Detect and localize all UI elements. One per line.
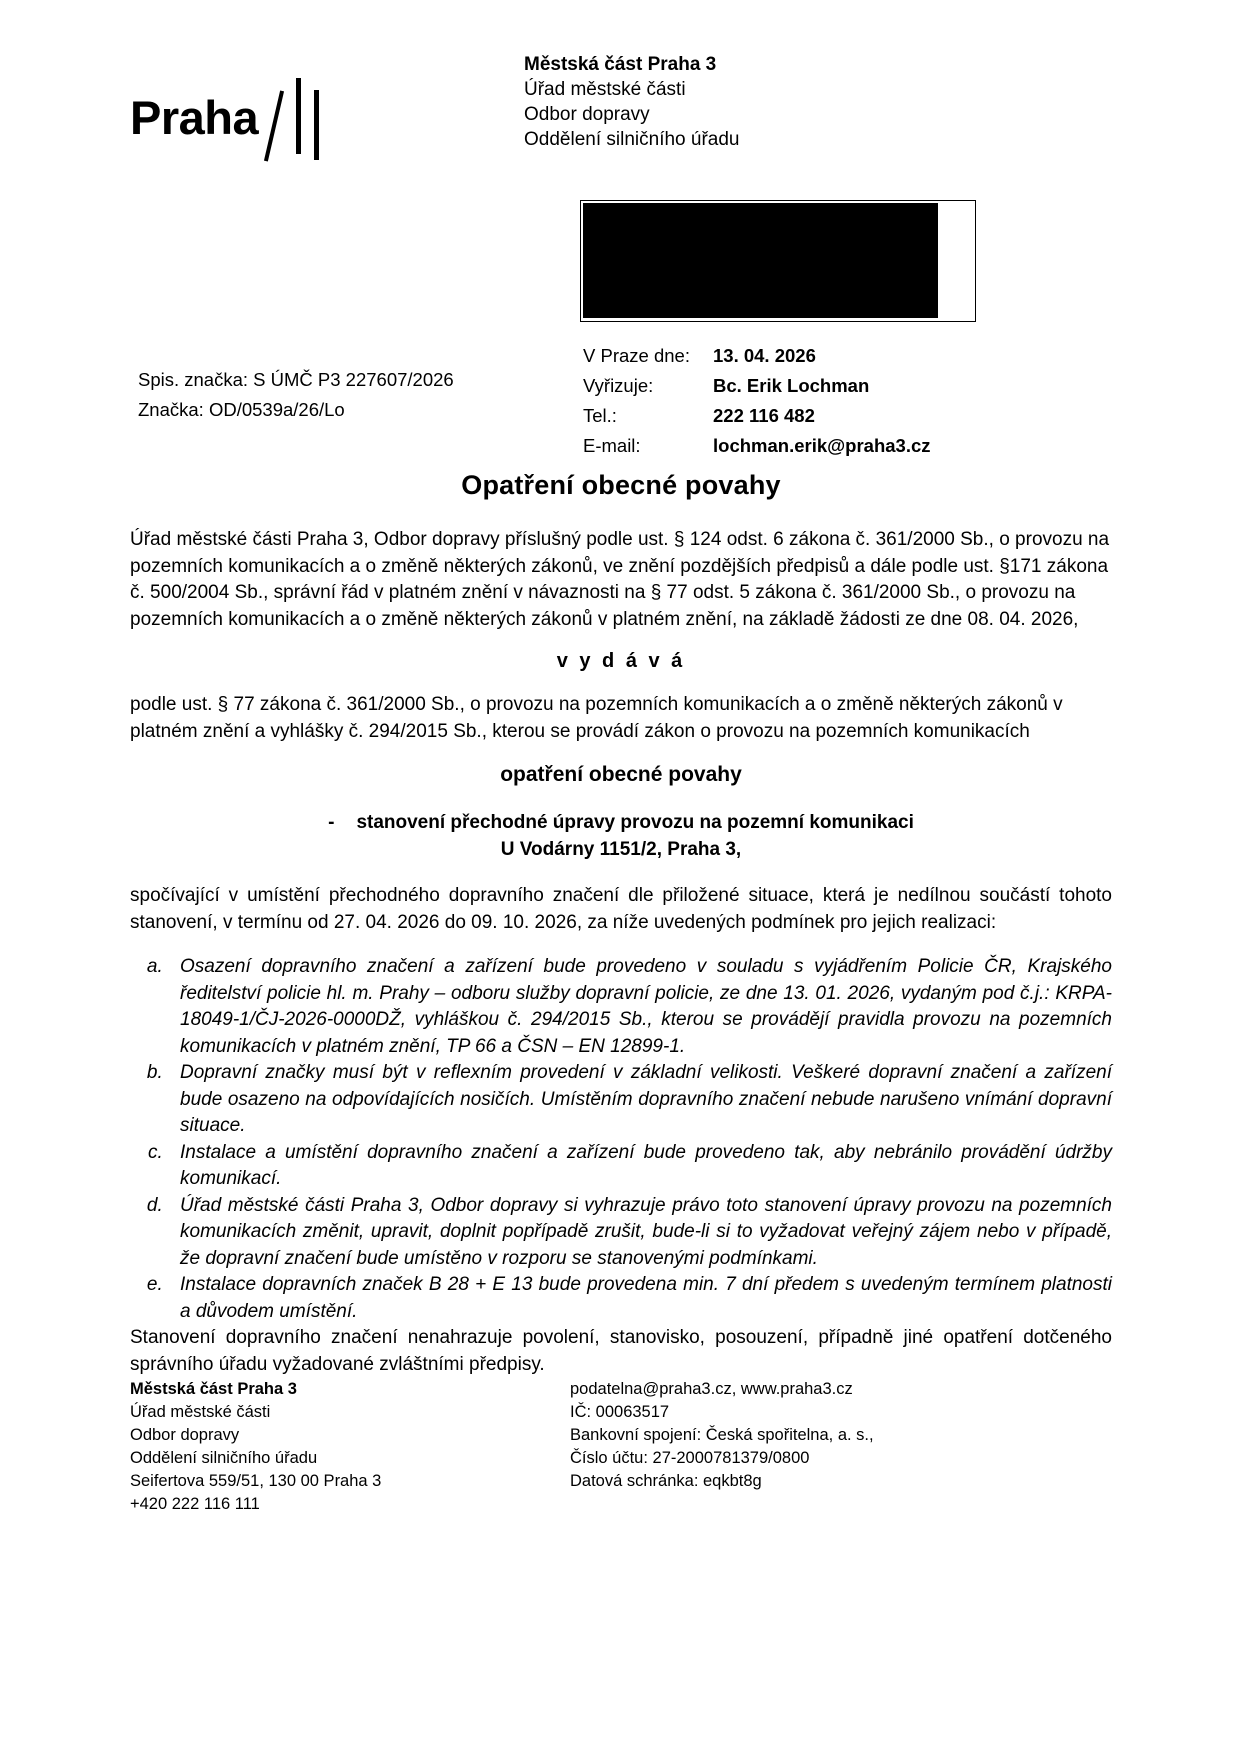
- date-label: V Praze dne:: [583, 345, 690, 366]
- email-label: E-mail:: [583, 435, 641, 456]
- contact-block: [583, 341, 931, 461]
- telephone-value: 222 116 482: [713, 405, 815, 426]
- officer-value: Bc. Erik Lochman: [713, 375, 870, 396]
- letterhead: [130, 48, 739, 156]
- logo-slash-bars-icon: [266, 78, 328, 156]
- footer-right-line-3: Bankovní spojení: Česká spořitelna, a. s.,: [570, 1426, 874, 1444]
- page-footer: [130, 1378, 1120, 1516]
- footer-left-line-1: Městská část Praha 3: [130, 1380, 297, 1398]
- closing-paragraph: Stanovení dopravního značení nenahrazuje povolení, stanovisko, posouzení, případně jiné opatření dotčeného správního úřadu vyžadované zvláštními předpisy.: [130, 1327, 1112, 1375]
- addressee-box: [580, 200, 976, 322]
- issues-heading: v y d á v á: [556, 650, 686, 672]
- subject-address: U Vodárny 1151/2, Praha 3,: [500, 839, 742, 860]
- officer-row: [583, 371, 931, 401]
- footer-right-line-5: Datová schránka: eqkbt8g: [570, 1472, 762, 1490]
- footer-left-line-2: Úřad městské části: [130, 1403, 271, 1421]
- email-value: lochman.erik@praha3.cz: [713, 435, 931, 456]
- measure-heading: opatření obecné povahy: [500, 763, 742, 786]
- officer-label: Vyřizuje:: [583, 375, 654, 396]
- footer-address-column: [130, 1378, 570, 1516]
- organisation-block: [524, 48, 739, 152]
- list-item: c. Instalace a umístění dopravního značení a zařízení bude provedeno tak, aby nebránilo provádění údržby komunikací.: [168, 1140, 1112, 1193]
- intro-paragraph: Úřad městské části Praha 3, Odbor dopravy příslušný podle ust. § 124 odst. 6 zákona č. 361/2000 Sb., o provozu na pozemních komunikacích a o změně některých zákonů, ve znění pozdějších předpisů a dále podle ust. §171 zákona č. 500/2004 Sb., správní řád v platném znění v návaznosti na § 77 odst. 5 zákona č. 361/2000 Sb., o provozu na pozemních komunikacích a o změně některých zákonů v platném znění, na základě žádosti ze dne 08. 04. 2026,: [130, 529, 1110, 630]
- page-title: Opatření obecné povahy: [461, 470, 781, 500]
- praha-logo: [130, 48, 400, 156]
- date-row: [583, 341, 931, 371]
- list-item: d. Úřad městské části Praha 3, Odbor dopravy si vyhrazuje právo toto stanovení úpravy provozu na pozemních komunikacích změnit, upravit, doplnit popřípadě zrušit, bude-li si to vyžadovat veřejný zájem nebo v případě, že dopravní značení bude umístěno v rozporu se stanovenými podmínkami.: [168, 1193, 1112, 1273]
- footer-left-line-4: Oddělení silničního úřadu: [130, 1449, 318, 1467]
- list-item: a. Osazení dopravního značení a zařízení bude provedeno v souladu s vyjádřením Policie ČR, Krajského ředitelství policie hl. m. Prahy – odboru služby dopravní policie, ze dne 13. 01. 2026, vydaným pod č.j.: KRPA-18049-1/ČJ-2026-0000DŽ, vyhláškou č. 294/2015 Sb., kterou se provádějí pravidla provozu na pozemních komunikacích v platném znění, TP 66 a ČSN – EN 12899-1.: [168, 954, 1112, 1060]
- conditions-list: [130, 954, 1112, 1325]
- redaction-bar: [583, 203, 938, 318]
- telephone-label: Tel.:: [583, 405, 617, 426]
- reference-block: [138, 365, 454, 425]
- legal-basis-paragraph: podle ust. § 77 zákona č. 361/2000 Sb., o provozu na pozemních komunikacích a o změně některých zákonů v platném znění a vyhlášky č. 294/2015 Sb., kterou se provádí zákon o provozu na pozemních komunikacích: [130, 694, 1063, 742]
- subject-dash: -: [328, 812, 335, 833]
- file-reference: Spis. značka: S ÚMČ P3 227607/2026: [138, 369, 454, 390]
- mark-reference: Značka: OD/0539a/26/Lo: [138, 399, 345, 420]
- scope-paragraph: spočívající v umístění přechodného dopravního značení dle přiložené situace, která je nedílnou součástí tohoto stanovení, v termínu od 27. 04. 2026 do 09. 10. 2026, za níže uvedených podmínek pro jejich realizaci:: [130, 885, 1112, 933]
- footer-left-line-5: Seifertova 559/51, 130 00 Praha 3: [130, 1472, 382, 1490]
- date-value: 13. 04. 2026: [713, 345, 816, 366]
- org-line-4: Oddělení silničního úřadu: [524, 129, 740, 150]
- list-item: e. Instalace dopravních značek B 28 + E 13 bude provedena min. 7 dní předem s uvedeným termínem platnosti a důvodem umístění.: [168, 1272, 1112, 1325]
- org-line-3: Odbor dopravy: [524, 104, 650, 125]
- subject-line-1: [130, 809, 1112, 836]
- footer-right-line-1: podatelna@praha3.cz, www.praha3.cz: [570, 1380, 853, 1398]
- subject-block: [130, 809, 1112, 863]
- list-item: b. Dopravní značky musí být v reflexním provedení v základní velikosti. Veškeré dopravní značení a zařízení bude osazeno na odpovídajících nosičích. Umístěním dopravního značení nebude narušeno vnímání dopravní situace.: [168, 1060, 1112, 1140]
- footer-left-line-6: +420 222 116 111: [130, 1495, 260, 1513]
- email-row: [583, 431, 931, 461]
- subject-text: stanovení přechodné úpravy provozu na pozemní komunikaci: [356, 812, 914, 833]
- footer-left-line-3: Odbor dopravy: [130, 1426, 240, 1444]
- document-body: [130, 470, 1112, 1395]
- footer-right-line-2: IČ: 00063517: [570, 1403, 670, 1421]
- telephone-row: [583, 401, 931, 431]
- org-line-2: Úřad městské části: [524, 79, 686, 100]
- logo-wordmark: Praha: [130, 90, 259, 144]
- footer-contact-column: [570, 1378, 1090, 1516]
- footer-right-line-4: Číslo účtu: 27-2000781379/0800: [570, 1449, 810, 1467]
- org-line-1: Městská část Praha 3: [524, 54, 717, 75]
